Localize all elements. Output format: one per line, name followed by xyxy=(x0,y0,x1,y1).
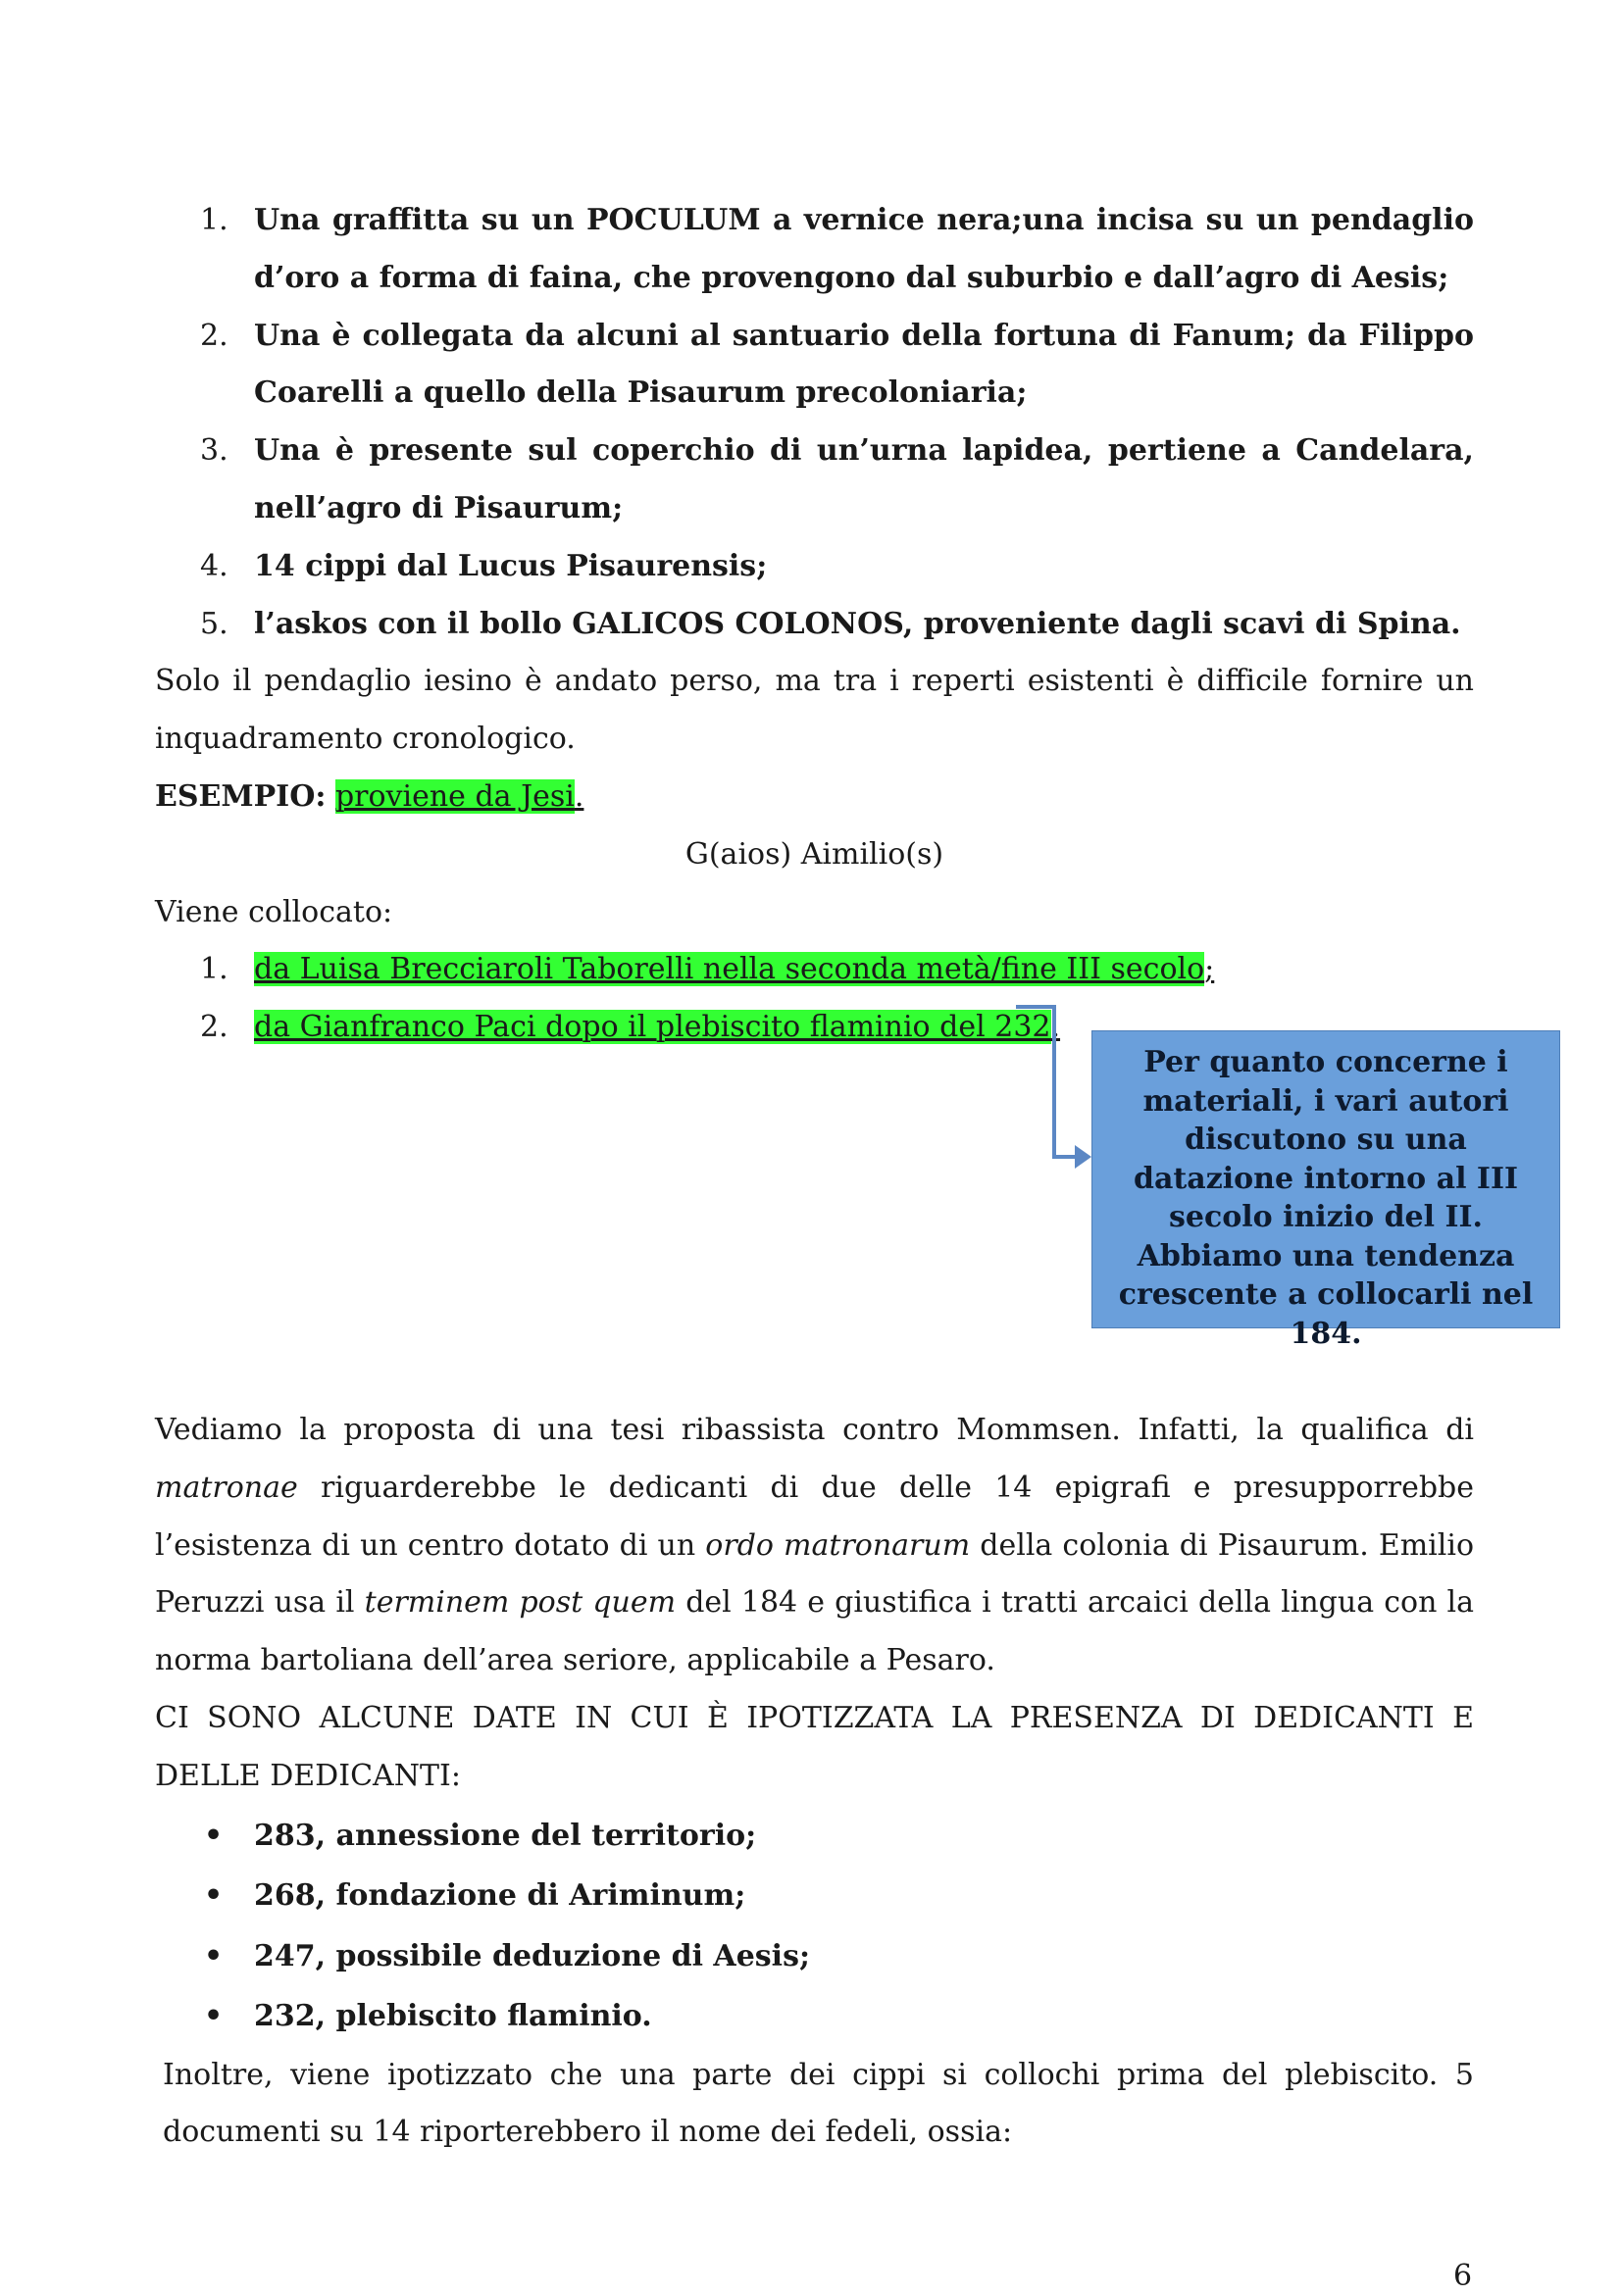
list-marker: 2. xyxy=(200,1010,228,1045)
bullet-item-text: 283, annessione del territorio; xyxy=(254,1818,757,1853)
bullet-item-text: 232, plebiscito flaminio. xyxy=(254,1999,652,2034)
esempio-label: ESEMPIO: xyxy=(155,778,327,814)
esempio-highlight: proviene da Jesi xyxy=(334,778,575,814)
list-item-trail: . xyxy=(1050,1010,1061,1045)
list-item-text: Una è collegata da alcuni al santuario della fortuna di Fanum; da Filippo Coarelli a quello della Pisaurum precoloniaria; xyxy=(254,318,1474,411)
list-item-highlight: da Luisa Brecciaroli Taborelli nella seconda metà/fine III secolo xyxy=(254,952,1205,987)
list-item-highlight: da Gianfranco Paci dopo il plebiscito flaminio del 232 xyxy=(254,1010,1051,1045)
text-run: riguarderebbe le dedicanti di due delle 14 epigrafi e presupporrebbe l’esistenza di un centro dotato di un xyxy=(155,1470,1474,1563)
bullet-item-text: 268, fondazione di Ariminum; xyxy=(254,1878,746,1914)
list-item xyxy=(155,192,1474,308)
list-marker: 1. xyxy=(200,203,228,237)
viene-collocato-label: Viene collocato: xyxy=(155,894,393,929)
list-marker: 1. xyxy=(200,952,228,987)
inscription-text: G(aios) Aimilio(s) xyxy=(684,836,944,872)
paragraph-pendaglio: Solo il pendaglio iesino è andato perso, ma tra i reperti esistenti è difficile fornire un inquadramento cronologico. xyxy=(155,664,1474,757)
list-item xyxy=(155,423,1474,538)
italic-run: matronae xyxy=(155,1470,298,1505)
list-item xyxy=(155,308,1474,424)
bullet-item-text: 247, possibile deduzione di Aesis; xyxy=(254,1938,811,1973)
list-item xyxy=(155,538,1474,596)
bullet-icon: • xyxy=(204,1818,224,1853)
paragraph-inoltre: Inoltre, viene ipotizzato che una parte dei cippi si collochi prima del plebiscito. 5 documenti su 14 riporterebbero il nome dei fedeli, ossia: xyxy=(163,2057,1474,2150)
text-run: Vediamo la proposta di una tesi ribassista contro Mommsen. Infatti, la qualifica di xyxy=(155,1412,1474,1447)
bullet-item xyxy=(155,1986,1474,2047)
bullet-icon: • xyxy=(204,1999,224,2034)
paragraph-date-heading: CI SONO ALCUNE DATE IN CUI È IPOTIZZATA LA PRESENZA DI DEDICANTI E DELLE DEDICANTI: xyxy=(155,1700,1474,1793)
bullet-item xyxy=(155,1866,1474,1926)
list-item-trail: ; xyxy=(1204,952,1215,987)
esempio-trail: . xyxy=(574,778,584,814)
bullet-item xyxy=(155,1806,1474,1867)
list-marker: 5. xyxy=(200,606,228,641)
list-item-text: Una è presente sul coperchio di un’urna lapidea, pertiene a Candelara, nell’agro di Pisaurum; xyxy=(254,433,1474,525)
italic-run: ordo matronarum xyxy=(705,1527,971,1563)
list-item xyxy=(155,941,1474,999)
bullet-item xyxy=(155,1926,1474,1987)
text-run: della colonia di Pisaurum. Emilio Peruzzi usa il xyxy=(155,1527,1475,1621)
callout-box: Per quanto concerne i materiali, i vari autori discutono su una datazione intorno al III secolo inizio del II. Abbiamo una tendenza crescente a collocarli nel 184. xyxy=(1091,1030,1560,1328)
text-run: del 184 e giustifica i tratti arcaici della lingua con la norma bartoliana dell’area seriore, applicabile a Pesaro. xyxy=(155,1585,1474,1678)
bullet-icon: • xyxy=(204,1878,224,1914)
paragraph-tesi xyxy=(155,1402,1474,1690)
page-number: 6 xyxy=(1453,2259,1473,2293)
list-marker: 2. xyxy=(200,318,228,353)
list-marker: 3. xyxy=(200,433,228,469)
italic-run: terminem post quem xyxy=(364,1585,677,1621)
list-item xyxy=(155,596,1474,654)
list-item-text: Una graffitta su un POCULUM a vernice nera;una incisa su un pendaglio d’oro a forma di faina, che provengono dal suburbio e dall’agro di Aesis; xyxy=(254,203,1474,295)
bullet-icon: • xyxy=(204,1938,224,1973)
bullet-list-dates xyxy=(155,1806,1474,2047)
numbered-list-findings xyxy=(155,192,1474,653)
list-item-text: 14 cippi dal Lucus Pisaurensis; xyxy=(254,548,768,583)
list-marker: 4. xyxy=(200,548,228,583)
list-item-text: l’askos con il bollo GALICOS COLONOS, proveniente dagli scavi di Spina. xyxy=(254,606,1461,641)
esempio-line xyxy=(155,769,1474,826)
